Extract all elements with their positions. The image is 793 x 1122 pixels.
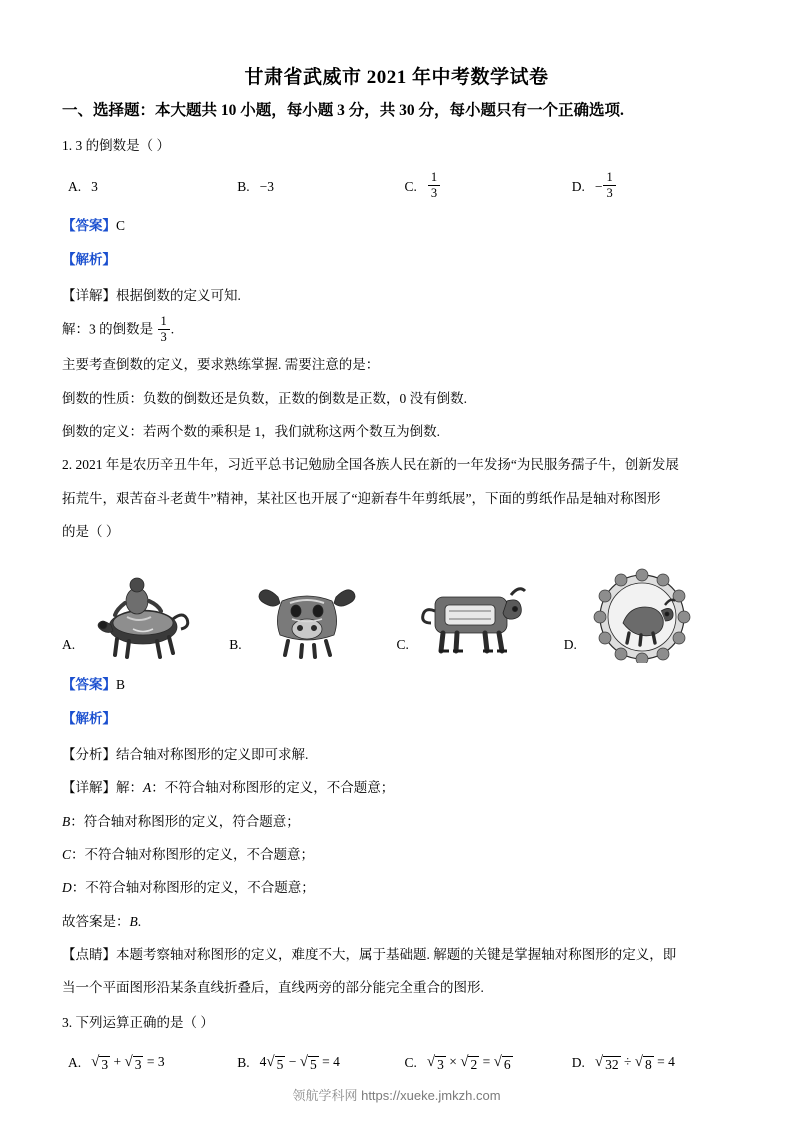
question-1-stem: 1. 3 的倒数是（ ） (62, 138, 170, 154)
q3-choice-a-expr: √ 3 + √ 3 = 3 (91, 1053, 165, 1072)
final-answer-prefix: 故答案是： (62, 913, 130, 929)
choice-d-fraction (603, 171, 615, 200)
q3-choice-d[interactable] (572, 1046, 731, 1080)
paper-cut-ox-side-icon (415, 567, 533, 663)
detail-option: B (62, 813, 71, 829)
question-1-analysis-tag (62, 249, 731, 272)
image-option-a-label: A. (62, 637, 76, 653)
q3-choice-b-label: B. (237, 1055, 250, 1071)
detail-tag: 【详解】 (62, 287, 116, 303)
question-3-stem: 3. 下列运算正确的是（ ） (62, 1014, 214, 1030)
solution-fraction (158, 315, 170, 344)
image-option-a[interactable] (62, 567, 229, 663)
q3-choice-c-label: C. (404, 1055, 417, 1071)
final-answer-option: B (129, 913, 138, 929)
question-1-note-1: 主要考查倒数的定义，要求熟练掌握. 需要注意的是： (62, 357, 380, 373)
choice-c[interactable] (404, 170, 571, 204)
detail-prefix: 解： (116, 780, 143, 796)
q3-choice-c-expr: √ 3 × √ 2 = √ 6 (426, 1053, 511, 1072)
footer-url: https://xueke.jmkzh.com (361, 1088, 501, 1103)
detail-text: ：不符合轴对称图形的定义，不合题意； (71, 880, 315, 896)
choice-b-text: −3 (259, 178, 274, 194)
question-2-stem-line-1: 2. 2021 年是农历辛丑牛年，习近平总书记勉励全国各族人民在新的一年发扬“为民服务孺子牛，创新发展 (62, 457, 679, 473)
question-2-analysis-tag (62, 708, 731, 731)
question-2-analysis (62, 742, 731, 768)
detail-option: D (62, 880, 72, 896)
image-option-d[interactable] (564, 567, 731, 663)
question-2-answer (62, 674, 731, 697)
question-2-final-answer (62, 909, 731, 935)
choice-c-label: C. (404, 178, 417, 194)
question-2-detail-line-1 (62, 775, 731, 801)
question-1-note-2: 倒数的性质：负数的倒数还是负数，正数的倒数是正数，0 没有倒数. (62, 390, 467, 406)
question-2-detail-line-3 (62, 842, 731, 868)
image-option-b-label: B. (229, 637, 242, 653)
detail-text: ：符合轴对称图形的定义，符合题意； (70, 813, 300, 829)
question-2-point-line-1 (62, 942, 731, 968)
solution-prefix: 解：3 的倒数是 (62, 321, 154, 337)
answer-value: C (116, 217, 126, 233)
choice-a[interactable] (62, 170, 237, 204)
analysis-text: 结合轴对称图形的定义即可求解. (116, 747, 309, 763)
fraction-numerator: 1 (603, 171, 615, 186)
point-text: 本题考察轴对称图形的定义，难度不大，属于基础题. 解题的关键是掌握轴对称图形的定义，即 (116, 946, 677, 962)
q3-choice-d-expr: √ 32 ÷ √ 8 = 4 (594, 1053, 675, 1072)
paper-cut-ox-rider-icon (81, 567, 199, 663)
page-footer (0, 1085, 793, 1104)
detail-text: ：不符合轴对称图形的定义，不合题意； (71, 847, 315, 862)
analysis-label: 【分析】 (62, 747, 116, 763)
choice-b[interactable] (237, 170, 404, 204)
image-option-c-label: C. (396, 637, 409, 653)
footer-brand: 领航学科网 (292, 1088, 358, 1103)
question-2-image-row (62, 555, 731, 663)
question-1-solution (62, 316, 731, 345)
detail-text: ：不符合轴对称图形的定义，不合题意； (151, 780, 395, 796)
question-2-stem-line-2: 拓荒牛，艰苦奋斗老黄牛”精神，某社区也开展了“迎新春牛年剪纸展”，下面的剪纸作品是轴对称图形 (62, 490, 661, 506)
choice-d-label: D. (571, 178, 585, 194)
question-1-detail (62, 283, 731, 309)
analysis-tag: 【解析】 (62, 711, 116, 727)
section-heading: 一、选择题：本大题共 10 小题，每小题 3 分，共 30 分，每小题只有一个正确选项. (62, 102, 624, 119)
solution-suffix: . (170, 321, 175, 337)
q3-choice-a[interactable] (62, 1046, 237, 1080)
q3-choice-b[interactable] (237, 1046, 404, 1080)
choice-b-label: B. (237, 178, 250, 194)
choice-a-label: A. (68, 178, 82, 194)
analysis-tag: 【解析】 (62, 251, 116, 267)
question-1-note-3: 倒数的定义：若两个数的乘积是 1，我们就称这两个数互为倒数. (62, 423, 440, 439)
choice-d[interactable] (572, 170, 731, 204)
q3-choice-d-label: D. (571, 1055, 585, 1071)
detail-option: A (143, 780, 152, 796)
detail-tag: 【详解】 (62, 780, 116, 796)
question-1-choices (62, 170, 731, 204)
detail-text: 根据倒数的定义可知. (116, 287, 241, 303)
question-1-answer (62, 215, 731, 238)
final-answer-suffix: . (137, 913, 142, 929)
question-2-stem-line-3: 的是（ ） (62, 523, 120, 539)
image-option-b[interactable] (229, 567, 396, 663)
question-3-choices (62, 1046, 731, 1080)
question-2-detail-line-2 (62, 809, 731, 835)
q3-choice-b-expr: 4 √ 5 − √ 5 = 4 (259, 1053, 340, 1072)
q3-choice-a-label: A. (68, 1055, 82, 1071)
choice-a-text: 3 (91, 178, 98, 194)
paper-cut-ox-front-icon (248, 567, 366, 663)
fraction-numerator: 1 (428, 171, 440, 186)
choice-c-fraction (428, 171, 440, 200)
question-2-detail-line-4 (62, 875, 731, 901)
answer-value: B (116, 677, 126, 693)
image-option-c[interactable] (397, 567, 564, 663)
q3-choice-c[interactable] (404, 1046, 571, 1080)
question-2-point-line-2: 当一个平面图形沿某条直线折叠后，直线两旁的部分能完全重合的图形. (62, 980, 484, 996)
fraction-numerator: 1 (158, 315, 170, 330)
page-title: 甘肃省武威市 2021 年中考数学试卷 (244, 67, 549, 88)
point-tag: 【点睛】 (62, 946, 116, 962)
fraction-denominator: 3 (606, 186, 613, 201)
fraction-denominator: 3 (430, 186, 438, 201)
image-option-d-label: D. (563, 637, 577, 653)
detail-option: C (62, 847, 72, 862)
choice-d-sign: − (594, 178, 603, 194)
answer-tag: 【答案】 (62, 217, 116, 233)
answer-tag: 【答案】 (62, 677, 116, 693)
paper-cut-ox-circle-icon (583, 567, 701, 663)
fraction-denominator: 3 (160, 330, 167, 345)
